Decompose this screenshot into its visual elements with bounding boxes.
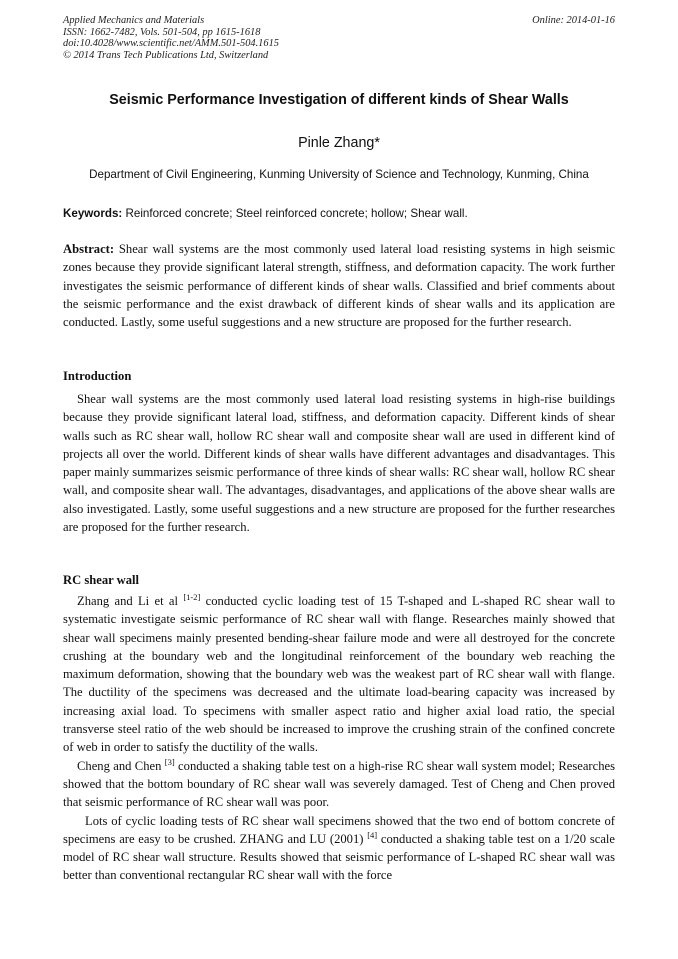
citation-ref[interactable]: [4] <box>367 829 378 840</box>
author-affiliation: Department of Civil Engineering, Kunming University of Science and Technology, Kunming, China <box>89 168 589 181</box>
rc-p3-text-a: Lots of cyclic loading tests of RC shear wall specimens showed that the two end of bottom concrete of specimens are easy to be crushed. ZHANG and LU (2001) <box>63 813 615 846</box>
journal-info <box>63 15 279 61</box>
keywords-text: Reinforced concrete; Steel reinforced concrete; hollow; Shear wall. <box>122 207 468 220</box>
rc-p3-text-b: conducted a shaking table test on a 1/20 scale model of RC shear wall structure. Results showed that seismic performance of L-shaped RC shear wall was better than conventional rectangular RC shear wall with the force <box>63 831 616 883</box>
journal-name: Applied Mechanics and Materials <box>63 15 205 26</box>
rc-paragraph-2 <box>63 757 615 812</box>
rc-p1-text-b: conducted cyclic loading test of 15 T-shaped and L-shaped RC shear wall to systematic investigate seismic performance of RC shear wall with flange. Researches mainly showed that shear wall specimens mainly presented bending-shear failure mode and were all destroyed for the concrete crushing at the boundary web and the longitudinal reinforcement of the boundary web reaching the maximum deformation, showing that the boundary web was the weakest part of RC shear wall with flange. The ductility of the specimens was decreased and the ultimate load-bearing capacity was increased by increasing axial load. To specimens with smaller aspect ratio and higher axial load ratio, the special transverse steel ratio of the web should be increased to improve the crushing strain of the confined concrete of web in order to satisfy the ductility of the walls. <box>63 594 615 755</box>
introduction-body <box>63 390 615 536</box>
introduction-paragraph: Shear wall systems are the most commonly used lateral load resisting systems in high-rise buildings because they provide significant lateral load, stiffness, and deformation capacity. Different kinds of shear walls such as RC shear wall, hollow RC shear wall and composite shear wall are used in different kind of projects all over the world. Different kinds of shear walls have different advantages and disadvantages. This paper mainly summarizes seismic performance of three kinds of shear walls: RC shear wall, hollow RC shear wall, and composite shear wall. The advantages, disadvantages, and applications of the above shear walls are also investigated. Lastly, some useful suggestions and a new structure are proposed for the further researches are proposed for the further research. <box>63 392 615 535</box>
citation-ref[interactable]: [3] <box>164 756 175 767</box>
journal-copyright: © 2014 Trans Tech Publications Ltd, Switzerland <box>63 49 269 61</box>
rc-shear-wall-body <box>63 592 615 885</box>
keywords <box>63 206 615 221</box>
abstract <box>63 240 615 331</box>
rc-paragraph-3 <box>63 812 615 885</box>
rc-p2-text-a: Cheng and Chen <box>77 758 165 773</box>
paper-title: Seismic Performance Investigation of different kinds of Shear Walls <box>109 92 569 108</box>
keywords-label: Keywords: <box>63 207 123 220</box>
introduction-heading: Introduction <box>63 369 132 383</box>
rc-shear-wall-heading: RC shear wall <box>63 573 140 587</box>
rc-p1-text-a: Zhang and Li et al <box>77 594 184 608</box>
journal-doi: doi:10.4028/www.scientific.net/AMM.501-504.1615 <box>63 38 279 50</box>
journal-issn: ISSN: 1662-7482, Vols. 501-504, pp 1615-1618 <box>63 26 261 38</box>
abstract-label: Abstract: <box>63 242 115 256</box>
rc-paragraph-1 <box>63 592 615 757</box>
author-name: Pinle Zhang* <box>298 135 380 151</box>
rc-p2-text-b: conducted a shaking table test on a high-rise RC shear wall system model; Researches showed that the bottom boundary of RC shear wall was severely damaged. Test of Cheng and Chen proved that seismic performance of RC shear wall was poor. <box>63 758 615 810</box>
citation-ref[interactable]: [1-2] <box>183 592 201 602</box>
online-date: Online: 2014-01-16 <box>532 15 615 26</box>
abstract-text: Shear wall systems are the most commonly used lateral load resisting systems in high seismic zones because they provide significant lateral strength, stiffness, and deformation capacity. The work further investigates the seismic performance of different kinds of shear walls. Classified and brief comments about the seismic performance and the exist drawback of different kinds of shear walls and its application are conducted. Lastly, some useful suggestions and a new structure are proposed for the further research. <box>63 242 615 330</box>
